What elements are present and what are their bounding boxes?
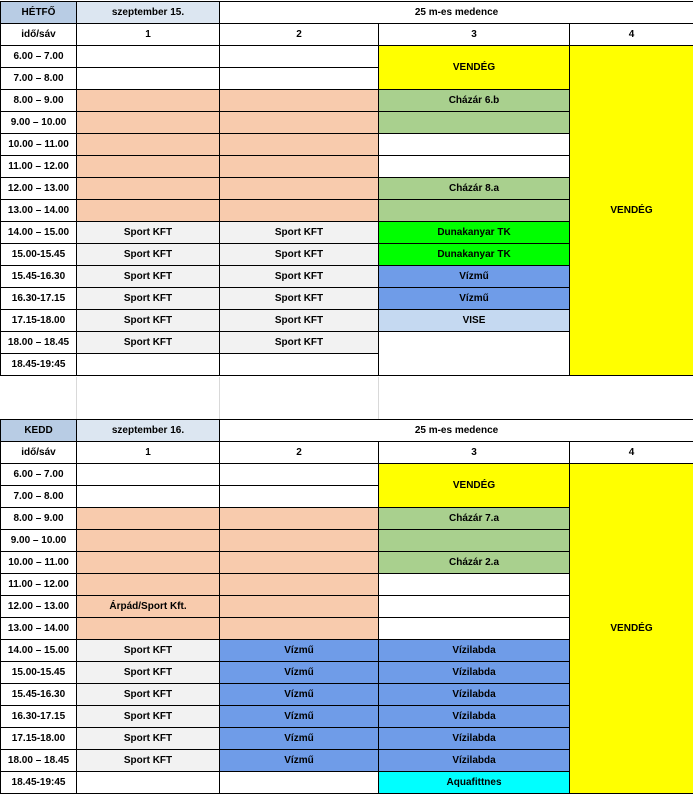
lane3-cell (379, 156, 570, 178)
lane1-cell (77, 574, 220, 596)
lane-header-4: 4 (570, 442, 693, 464)
lane1-cell (77, 508, 220, 530)
time-cell: 6.00 – 7.00 (1, 464, 77, 486)
lane3-cell: Vízilabda (379, 706, 570, 728)
lane2-cell (220, 464, 379, 486)
lane1-cell: Sport KFT (77, 728, 220, 750)
time-cell: 14.00 – 15.00 (1, 640, 77, 662)
lane2-cell (220, 486, 379, 508)
lane1-cell: Sport KFT (77, 266, 220, 288)
time-cell: 18.45-19:45 (1, 354, 77, 376)
lane2-cell (220, 772, 379, 794)
lane3-cell: Vízilabda (379, 728, 570, 750)
lane2-cell: Vízmű (220, 684, 379, 706)
lane2-cell: Vízmű (220, 706, 379, 728)
time-cell: 7.00 – 8.00 (1, 486, 77, 508)
pool-label: 25 m-es medence (220, 420, 693, 442)
lane3-cell (379, 134, 570, 156)
time-cell: 17.15-18.00 (1, 728, 77, 750)
day-label: KEDD (1, 420, 77, 442)
time-cell: 6.00 – 7.00 (1, 46, 77, 68)
lane3-cell (379, 574, 570, 596)
lane2-cell: Sport KFT (220, 222, 379, 244)
time-cell: 9.00 – 10.00 (1, 530, 77, 552)
lane1-cell (77, 552, 220, 574)
lane2-cell: Sport KFT (220, 310, 379, 332)
lane2-cell (220, 134, 379, 156)
lane1-cell (77, 200, 220, 222)
lane3-cell: VISE (379, 310, 570, 332)
lane1-cell (77, 530, 220, 552)
lane1-cell: Sport KFT (77, 310, 220, 332)
lane1-cell: Sport KFT (77, 222, 220, 244)
lane2-cell (220, 178, 379, 200)
time-cell: 18.45-19:45 (1, 772, 77, 794)
lane3-cell: Cházár 7.a (379, 508, 570, 530)
time-cell: 11.00 – 12.00 (1, 574, 77, 596)
time-header: idő/sáv (1, 24, 77, 46)
lane3-cell: VENDÉG (379, 464, 570, 508)
date-label: szeptember 16. (77, 420, 220, 442)
time-cell: 12.00 – 13.00 (1, 596, 77, 618)
time-cell: 7.00 – 8.00 (1, 68, 77, 90)
lane3-cell: Vízilabda (379, 662, 570, 684)
lane3-cell: Cházár 6.b (379, 90, 570, 112)
lane2-cell: Sport KFT (220, 332, 379, 354)
lane2-cell: Sport KFT (220, 266, 379, 288)
lane-header-1: 1 (77, 24, 220, 46)
lane-header-1: 1 (77, 442, 220, 464)
time-cell: 15.00-15.45 (1, 244, 77, 266)
sheet-gap (0, 377, 693, 419)
lane1-cell: Sport KFT (77, 244, 220, 266)
time-cell: 17.15-18.00 (1, 310, 77, 332)
lane2-cell: Vízmű (220, 750, 379, 772)
time-cell: 18.00 – 18.45 (1, 750, 77, 772)
lane4-cell: VENDÉG (570, 464, 693, 794)
lane3-cell: Dunakanyar TK (379, 244, 570, 266)
lane1-cell (77, 68, 220, 90)
lane1-cell: Sport KFT (77, 662, 220, 684)
lane-header-2: 2 (220, 24, 379, 46)
lane1-cell: Sport KFT (77, 750, 220, 772)
lane1-cell (77, 46, 220, 68)
time-cell: 8.00 – 9.00 (1, 90, 77, 112)
lane3-cell: Aquafittnes (379, 772, 570, 794)
lane1-cell: Árpád/Sport Kft. (77, 596, 220, 618)
lane-header-2: 2 (220, 442, 379, 464)
time-cell: 10.00 – 11.00 (1, 134, 77, 156)
lane2-cell: Vízmű (220, 728, 379, 750)
lane1-cell (77, 618, 220, 640)
lane2-cell: Vízmű (220, 640, 379, 662)
lane2-cell (220, 200, 379, 222)
lane2-cell (220, 574, 379, 596)
time-cell: 15.45-16.30 (1, 266, 77, 288)
lane2-cell: Sport KFT (220, 244, 379, 266)
time-cell: 8.00 – 9.00 (1, 508, 77, 530)
schedule-monday (0, 1, 693, 376)
time-cell: 14.00 – 15.00 (1, 222, 77, 244)
time-cell: 15.45-16.30 (1, 684, 77, 706)
lane3-cell: Vízilabda (379, 684, 570, 706)
lane1-cell (77, 354, 220, 376)
lane1-cell (77, 464, 220, 486)
lane1-cell: Sport KFT (77, 684, 220, 706)
lane3-cell (379, 596, 570, 618)
time-cell: 15.00-15.45 (1, 662, 77, 684)
lane2-cell (220, 46, 379, 68)
lane3-cell: Dunakanyar TK (379, 222, 570, 244)
lane1-cell (77, 772, 220, 794)
lane1-cell (77, 486, 220, 508)
lane3-cell (379, 332, 570, 376)
lane-header-4: 4 (570, 24, 693, 46)
time-cell: 13.00 – 14.00 (1, 200, 77, 222)
schedule-tuesday (0, 419, 693, 794)
lane2-cell (220, 354, 379, 376)
lane1-cell (77, 134, 220, 156)
lane3-cell: Vízmű (379, 288, 570, 310)
lane1-cell (77, 156, 220, 178)
lane2-cell (220, 68, 379, 90)
lane4-cell: VENDÉG (570, 46, 693, 376)
time-cell: 9.00 – 10.00 (1, 112, 77, 134)
lane2-cell (220, 618, 379, 640)
day-label: HÉTFŐ (1, 2, 77, 24)
lane3-cell: VENDÉG (379, 46, 570, 90)
lane1-cell (77, 90, 220, 112)
time-cell: 16.30-17.15 (1, 288, 77, 310)
lane3-cell: Cházár 2.a (379, 552, 570, 574)
lane3-cell (379, 618, 570, 640)
lane1-cell (77, 178, 220, 200)
lane3-cell (379, 530, 570, 552)
lane3-cell: Vízilabda (379, 640, 570, 662)
lane1-cell: Sport KFT (77, 332, 220, 354)
time-cell: 16.30-17.15 (1, 706, 77, 728)
time-cell: 12.00 – 13.00 (1, 178, 77, 200)
lane2-cell: Vízmű (220, 662, 379, 684)
lane-header-3: 3 (379, 442, 570, 464)
date-label: szeptember 15. (77, 2, 220, 24)
time-cell: 11.00 – 12.00 (1, 156, 77, 178)
lane1-cell: Sport KFT (77, 288, 220, 310)
lane2-cell (220, 508, 379, 530)
lane2-cell (220, 112, 379, 134)
lane2-cell: Sport KFT (220, 288, 379, 310)
lane1-cell (77, 112, 220, 134)
lane3-cell (379, 200, 570, 222)
lane2-cell (220, 552, 379, 574)
lane1-cell: Sport KFT (77, 640, 220, 662)
time-cell: 10.00 – 11.00 (1, 552, 77, 574)
pool-label: 25 m-es medence (220, 2, 693, 24)
lane3-cell: Vízilabda (379, 750, 570, 772)
lane2-cell (220, 596, 379, 618)
lane2-cell (220, 156, 379, 178)
lane2-cell (220, 530, 379, 552)
lane3-cell (379, 112, 570, 134)
lane1-cell: Sport KFT (77, 706, 220, 728)
lane3-cell: Vízmű (379, 266, 570, 288)
time-cell: 13.00 – 14.00 (1, 618, 77, 640)
time-header: idő/sáv (1, 442, 77, 464)
time-cell: 18.00 – 18.45 (1, 332, 77, 354)
lane-header-3: 3 (379, 24, 570, 46)
lane3-cell: Cházár 8.a (379, 178, 570, 200)
lane2-cell (220, 90, 379, 112)
